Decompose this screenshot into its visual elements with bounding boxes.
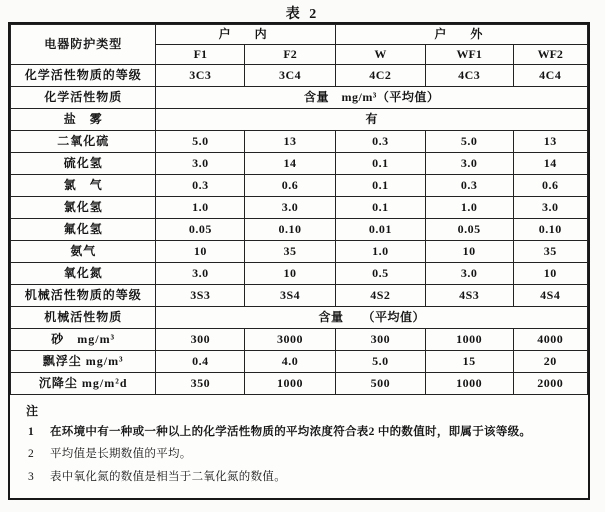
column-header-f2: F2 (245, 45, 336, 65)
cell-value: 3S4 (245, 285, 336, 307)
note-text: 表中氧化氮的数值是相当于二氧化氮的数值。 (50, 470, 286, 483)
note-text: 平均值是长期数值的平均。 (50, 448, 192, 461)
cell-value: 0.6 (245, 175, 336, 197)
cell-value: 1000 (425, 373, 513, 395)
row-label: 化学活性物质 (11, 87, 156, 109)
cell-value: 3C4 (245, 65, 336, 87)
table-row-mechanical-class (11, 285, 588, 307)
cell-value: 35 (513, 241, 587, 263)
cell-value: 13 (245, 131, 336, 153)
row-label: 氨气 (11, 241, 156, 263)
cell-value: 0.01 (335, 219, 425, 241)
cell-value: 3.0 (425, 263, 513, 285)
row-label: 盐 雾 (11, 109, 156, 131)
row-label: 氯化氢 (11, 197, 156, 219)
cell-value: 4S3 (425, 285, 513, 307)
cell-value: 15 (425, 351, 513, 373)
cell-value: 0.4 (156, 351, 245, 373)
column-header-wf1: WF1 (425, 45, 513, 65)
cell-value: 0.05 (425, 219, 513, 241)
row-label: 氟化氢 (11, 219, 156, 241)
cell-value: 5.0 (156, 131, 245, 153)
table-row-hydrogen-sulfide (11, 153, 588, 175)
note-text: 在环境中有一种或一种以上的化学活性物质的平均浓度符合表2 中的数值时，即属于该等级。 (50, 426, 532, 438)
notes-heading: 注 (26, 404, 39, 418)
cell-value: 5.0 (425, 131, 513, 153)
table-row-salt-fog (11, 109, 588, 131)
cell-value: 0.05 (156, 219, 245, 241)
note-item-1 (28, 425, 574, 439)
cell-value: 3C3 (156, 65, 245, 87)
row-label: 二氧化硫 (11, 131, 156, 153)
table-row-settled-dust (11, 373, 588, 395)
note-item-3 (28, 470, 574, 484)
table-row-chemical-substances (11, 87, 588, 109)
cell-value: 0.3 (335, 131, 425, 153)
table-row-ammonia (11, 241, 588, 263)
row-label: 化学活性物质的等级 (11, 65, 156, 87)
cell-value: 350 (156, 373, 245, 395)
row-label: 硫化氢 (11, 153, 156, 175)
cell-value: 0.1 (335, 175, 425, 197)
column-header-wf2: WF2 (513, 45, 587, 65)
span-cell-content-unit: 含量 mg/m³（平均值） (156, 87, 588, 109)
notes-section (10, 395, 588, 498)
cell-value: 3.0 (513, 197, 587, 219)
cell-value: 4C4 (513, 65, 587, 87)
table-row-sulfur-dioxide (11, 131, 588, 153)
cell-value: 4C2 (335, 65, 425, 87)
cell-value: 1000 (245, 373, 336, 395)
cell-value: 3000 (245, 329, 336, 351)
cell-value: 4C3 (425, 65, 513, 87)
column-header-w: W (335, 45, 425, 65)
row-label: 机械活性物质的等级 (11, 285, 156, 307)
table-frame (8, 22, 590, 500)
cell-value: 3S3 (156, 285, 245, 307)
table-row-mechanical-substances (11, 307, 588, 329)
cell-value: 10 (156, 241, 245, 263)
span-cell-present: 有 (156, 109, 588, 131)
cell-value: 1.0 (156, 197, 245, 219)
cell-value: 10 (245, 263, 336, 285)
cell-value: 3.0 (245, 197, 336, 219)
table-row-hydrogen-chloride (11, 197, 588, 219)
row-label: 砂 mg/m³ (11, 329, 156, 351)
row-label: 机械活性物质 (11, 307, 156, 329)
cell-value: 4.0 (245, 351, 336, 373)
span-cell-content-average: 含量 （平均值） (156, 307, 588, 329)
outdoor-group-header: 户 外 (335, 25, 587, 45)
cell-value: 14 (513, 153, 587, 175)
cell-value: 0.10 (245, 219, 336, 241)
row-label: 沉降尘 mg/m²d (11, 373, 156, 395)
indoor-group-header: 户 内 (156, 25, 335, 45)
column-header-f1: F1 (156, 45, 245, 65)
cell-value: 13 (513, 131, 587, 153)
table-row-sand (11, 329, 588, 351)
note-number: 1 (28, 426, 34, 438)
page-title: 表 2 (285, 7, 320, 22)
cell-value: 3.0 (156, 263, 245, 285)
cell-value: 0.1 (335, 153, 425, 175)
row-label: 飘浮尘 mg/m³ (11, 351, 156, 373)
cell-value: 500 (335, 373, 425, 395)
cell-value: 5.0 (335, 351, 425, 373)
cell-value: 0.3 (425, 175, 513, 197)
environment-conditions-table (10, 24, 588, 395)
cell-value: 300 (335, 329, 425, 351)
note-item-2 (28, 447, 574, 461)
cell-value: 0.5 (335, 263, 425, 285)
cell-value: 4S2 (335, 285, 425, 307)
cell-value: 0.10 (513, 219, 587, 241)
header-row-groups (11, 25, 588, 45)
cell-value: 0.1 (335, 197, 425, 219)
cell-value: 10 (425, 241, 513, 263)
cell-value: 20 (513, 351, 587, 373)
row-label: 氯 气 (11, 175, 156, 197)
cell-value: 1.0 (425, 197, 513, 219)
cell-value: 300 (156, 329, 245, 351)
cell-value: 1.0 (335, 241, 425, 263)
cell-value: 0.3 (156, 175, 245, 197)
table-row-chemical-class (11, 65, 588, 87)
note-number: 2 (28, 448, 34, 461)
table-row-nitrogen-oxide (11, 263, 588, 285)
cell-value: 4S4 (513, 285, 587, 307)
cell-value: 3.0 (156, 153, 245, 175)
cell-value: 2000 (513, 373, 587, 395)
row-label: 氧化氮 (11, 263, 156, 285)
note-number: 3 (28, 470, 34, 483)
cell-value: 3.0 (425, 153, 513, 175)
table-row-floating-dust (11, 351, 588, 373)
cell-value: 4000 (513, 329, 587, 351)
cell-value: 35 (245, 241, 336, 263)
corner-header: 电器防护类型 (11, 25, 156, 65)
table-row-chlorine (11, 175, 588, 197)
cell-value: 1000 (425, 329, 513, 351)
table-row-hydrogen-fluoride (11, 219, 588, 241)
cell-value: 0.6 (513, 175, 587, 197)
cell-value: 14 (245, 153, 336, 175)
cell-value: 10 (513, 263, 587, 285)
